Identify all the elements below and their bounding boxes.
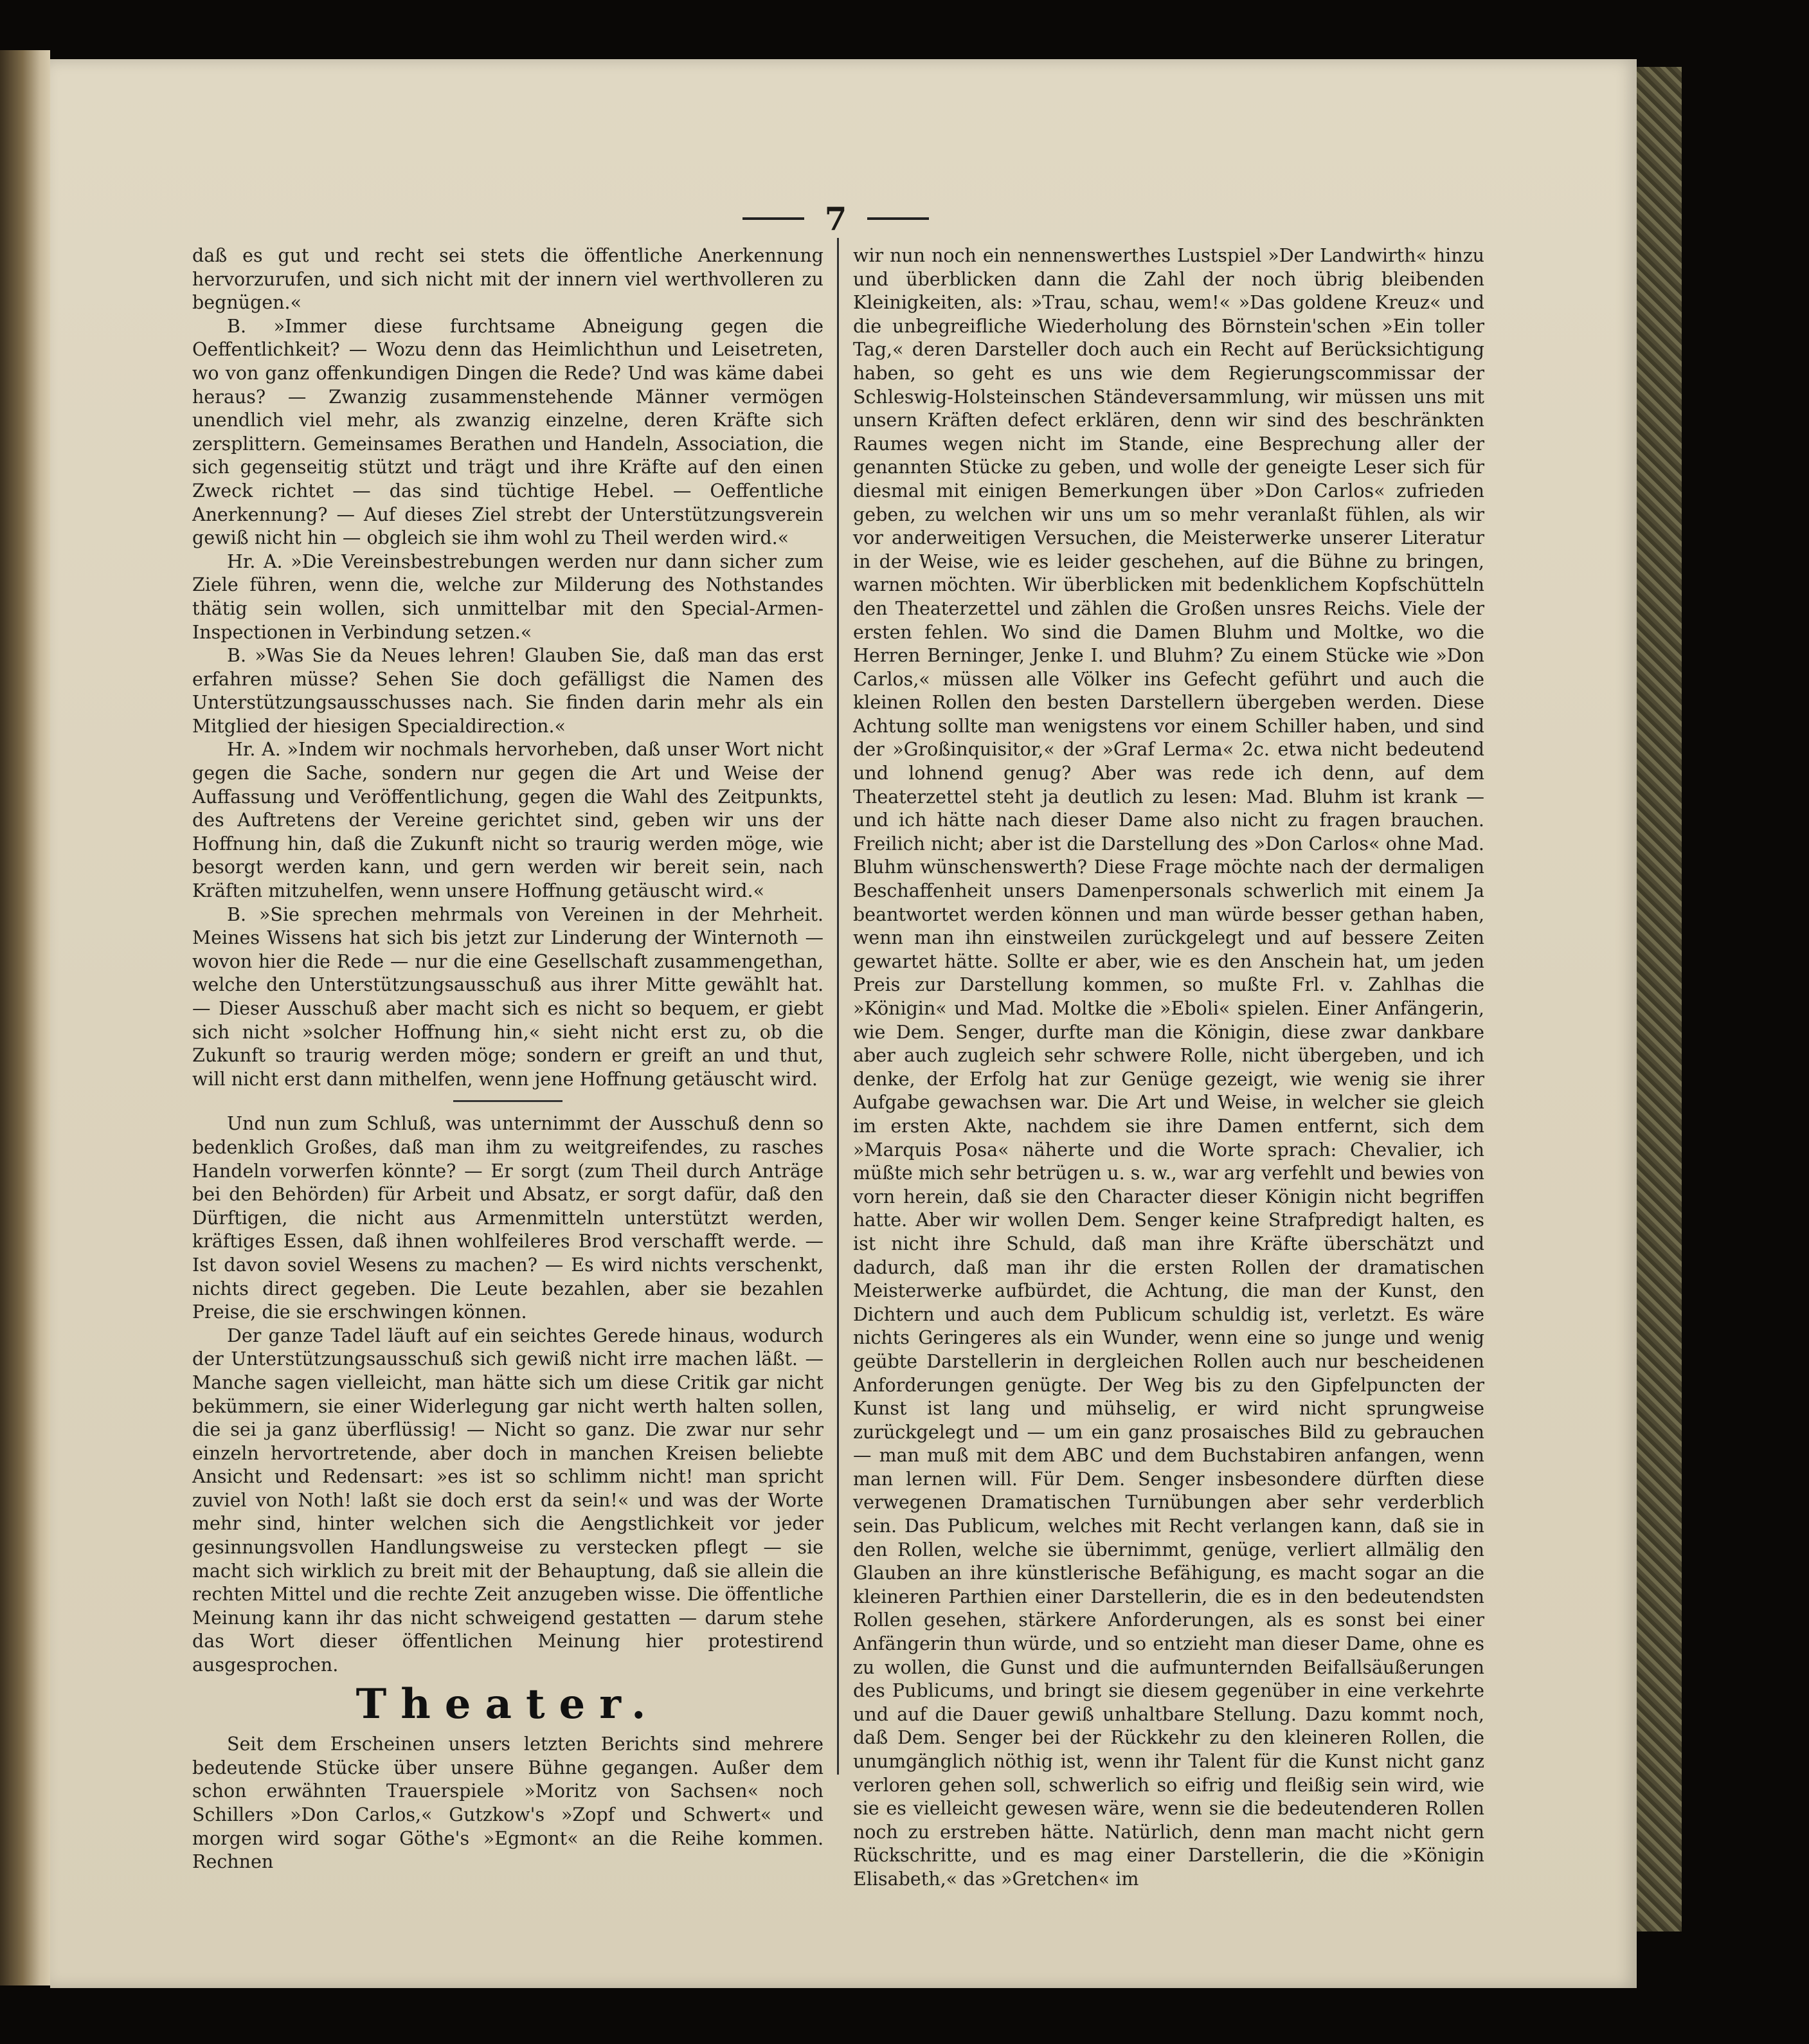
column-divider (837, 238, 839, 1775)
right-column (853, 244, 1484, 1892)
paragraph: Hr. A. »Die Vereinsbestrebungen werden nur dann sicher zum Ziele führen, wenn die, welche zur Milderung des Nothstandes thätig sein wollen, sich unmittelbar mit den Special-Armen-Inspectionen in Verbindung setzen.« (192, 550, 824, 643)
paragraph: Hr. A. »Indem wir nochmals hervorheben, daß unser Wort nicht gegen die Sache, sondern nur gegen die Art und Weise der Auffassung und Veröffentlichung, gegen die Wahl des Zeitpunkts, des Auftretens der Vereine gerichtet sind, geben wir uns der Hoffnung hin, daß die Zukunft nicht so traurig werden möge, wie besorgt werden kann, und gern werden wir bereit sein, nach Kräften mitzuhelfen, wenn unsere Hoffnung getäuscht wird.« (192, 739, 824, 902)
left-column (192, 244, 824, 1874)
left-dialogue-section (192, 244, 824, 1091)
theater-section (192, 1733, 824, 1874)
paragraph: B. »Immer diese furchtsame Abneigung gegen die Oeffentlichkeit? — Wozu denn das Heimlichthun und Leisetreten, wo von ganz offenkundigen Dingen die Rede? Und was käme dabei heraus? — Zwanzig zusammenstehende Männer vermögen unendlich viel mehr, als zwanzig einzelne, deren Kräfte sich zersplittern. Gemeinsames Berathen und Handeln, Association, die sich gegenseitig stützt und trägt und ihre Kräfte auf den einen Zweck richtet — das sind tüchtige Hebel. — Oeffentliche Anerkennung? — Auf dieses Ziel strebt der Unterstützungsverein gewiß nicht hin — obgleich sie ihm wohl zu Theil werden wird.« (192, 315, 824, 549)
paragraph: Der ganze Tadel läuft auf ein seichtes Gerede hinaus, wodurch der Unterstützungsausschuß sich gewiß nicht irre machen läßt. — Manche sagen vielleicht, man hätte sich um diese Critik gar nicht bekümmern, sie einer Widerlegung gar nicht werth halten sollen, die sei ja ganz überflüssig! — Nicht so ganz. Die zwar nur sehr einzeln hervortretende, aber doch in manchen Kreisen beliebte Ansicht und Redensart: »es ist so schlimm nicht! man spricht zuviel von Noth! laßt sie doch erst da sein!« und was der Worte mehr sind, hinter welchen sich die Aengstlichkeit vor jeder gesinnungsvollen Handlungsweise zu verstecken pflegt — sie macht sich wirklich zu breit mit der Behauptung, daß sie allein die rechten Mittel und die rechte Zeit anzugeben wisse. Die öffentliche Meinung kann ihr das nicht schweigend gestatten — darum stehe das Wort dieser öffentlichen Meinung hier protestirend ausgesprochen. (192, 1325, 824, 1676)
section-heading-theater: Theater. (356, 1679, 660, 1728)
page-number: 7 (824, 199, 847, 238)
page-header (726, 199, 945, 238)
book-binding-edge (0, 50, 50, 1985)
paragraph: Und nun zum Schluß, was unternimmt der Ausschuß denn so bedenklich Großes, daß man ihm zu weitgreifendes, zu rasches Handeln vorwerfen könnte? — Er sorgt (zum Theil durch Anträge bei den Behörden) für Arbeit und Absatz, er sorgt dafür, daß den Dürftigen, die nicht aus Armenmitteln unterstützt werden, kräftiges Essen, daß ihnen wohlfeileres Brod verschafft werde. — Ist davon soviel Wesens zu machen? — Es wird nichts verschenkt, nichts direct gegeben. Die Leute bezahlen, aber sie bezahlen Preise, die sie erschwingen können. (192, 1113, 824, 1323)
left-conclusion-section (192, 1112, 824, 1677)
paragraph: B. »Sie sprechen mehrmals von Vereinen in der Mehrheit. Meines Wissens hat sich bis jetzt zur Linderung der Winternoth — wovon hier die Rede — nur die eine Gesellschaft zusammengethan, welche den Unterstützungsausschuß aus ihrer Mitte gewählt hat. — Dieser Ausschuß aber macht sich es nicht so bequem, er giebt sich nicht »solcher Hoffnung hin,« sieht nicht erst zu, ob die Zukunft so traurig werden möge; sondern er greift an und thut, will nicht erst dann mithelfen, wenn jene Hoffnung getäuscht wird. (192, 903, 824, 1090)
section-separator-rule (453, 1100, 562, 1102)
paragraph: B. »Was Sie da Neues lehren! Glauben Sie, daß man das erst erfahren müsse? Sehen Sie doch gefälligst die Namen des Unterstützungsausschusses nach. Sie finden darin mehr als ein Mitglied der hiesigen Specialdirection.« (192, 645, 824, 737)
header-rule-right (867, 217, 929, 220)
header-rule-left (742, 217, 804, 220)
paragraph: Seit dem Erscheinen unsers letzten Berichts sind mehrere bedeutende Stücke über unsere Bühne gegangen. Außer dem schon erwähnten Trauerspiele »Moritz von Sachsen« noch Schillers »Don Carlos,« Gutzkow's »Zopf und Schwert« und morgen wird sogar Göthe's »Egmont« an die Reihe kommen. Rechnen (192, 1733, 824, 1873)
paragraph: daß es gut und recht sei stets die öffentliche Anerkennung hervorzurufen, und sich nicht mit der innern viel werthvolleren zu begnügen.« (192, 245, 824, 314)
marbled-cover-edge (1637, 67, 1682, 1931)
paragraph: wir nun noch ein nennenswerthes Lustspiel »Der Landwirth« hinzu und überblicken dann die Zahl der noch übrig bleibenden Kleinigkeiten, als: »Trau, schau, wem!« »Das goldene Kreuz« und die unbegreifliche Wiederholung des Börnstein'schen »Ein toller Tag,« deren Darsteller doch auch ein Recht auf Berücksichtigung haben, so geht es uns wie dem Regierungscommissar der Schleswig-Holsteinschen Ständeversammlung, wir müssen uns mit unsern Kräften defect erklären, denn wir sind des beschränkten Raumes wegen nicht im Stande, eine Besprechung aller der genannten Stücke zu geben, und wolle der geneigte Leser sich für diesmal mit einigen Bemerkungen über »Don Carlos« zufrieden geben, zu welchen wir uns um so mehr veranlaßt fühlen, als wir vor anderweitigen Versuchen, die Meisterwerke unserer Literatur in der Weise, wie es leider geschehen, auf die Bühne zu bringen, warnen möchten. Wir überblicken mit bedenklichem Kopfschütteln den Theaterzettel und zählen die Großen unsres Reichs. Viele der ersten fehlen. Wo sind die Damen Bluhm und Moltke, wo die Herren Berninger, Jenke I. und Bluhm? Zu einem Stücke wie »Don Carlos,« müssen alle Völker ins Gefecht geführt und auch die kleinen Rollen den besten Darstellern übergeben werden. Diese Achtung sollte man wenigstens vor einem Schiller haben, und sind der »Großinquisitor,« der »Graf Lerma« 2c. etwa nicht bedeutend und lohnend genug? Aber was rede ich denn, auf dem Theaterzettel steht ja deutlich zu lesen: Mad. Bluhm ist krank — und ich hätte nach dieser Dame also nicht zu fragen brauchen. Freilich nicht; aber ist die Darstellung des »Don Carlos« ohne Mad. Bluhm wünschenswerth? Diese Frage möchte nach der dermaligen Beschaffenheit unsers Damenpersonals schwerlich mit einem Ja beantwortet werden können und man würde besser gethan haben, wenn man ihn einstweilen zurückgelegt und auf bessere Zeiten gewartet hätte. Sollte er aber, wie es den Anschein hat, um jeden Preis zur Darstellung kommen, so mußte Frl. v. Zahlhas die »Königin« und Mad. Moltke die »Eboli« spielen. Einer Anfängerin, wie Dem. Senger, durfte man die Königin, diese zwar dankbare aber auch zugleich sehr schwere Rolle, nicht übergeben, und ich denke, der Erfolg hat zur Genüge gezeigt, wie wenig sie ihrer Aufgabe gewachsen war. Die Art und Weise, in welcher sie gleich im ersten Akte, nachdem sie ihre Damen entfernt, sich dem »Marquis Posa« näherte und die Worte sprach: Chevalier, ich müßte mich sehr betrügen u. s. w., war arg verfehlt und bewies von vorn herein, daß sie den Character dieser Königin nicht begriffen hatte. Aber wir wollen Dem. Senger keine Strafpredigt halten, es ist nicht ihre Schuld, daß man ihre Kräfte überschätzt und dadurch, daß man ihr die ersten Rollen der dramatischen Meisterwerke aufbürdet, die Achtung, die man der Kunst, den Dichtern und auch dem Publicum schuldig ist, verletzt. Es wäre nichts Geringeres als ein Wunder, wenn eine so junge und wenig geübte Darstellerin in dergleichen Rollen auch nur bescheidenen Anforderungen genügte. Der Weg bis zu den Gipfelpuncten der Kunst ist lang und mühselig, er wird nicht sprungweise zurückgelegt und — um ein ganz prosaisches Bild zu gebrauchen — man muß mit dem ABC und dem Buchstabiren anfangen, wenn man lernen will. Für Dem. Senger insbesondere dürften diese verwegenen Dramatischen Turnübungen aber sehr verderblich sein. Das Publicum, welches mit Recht verlangen kann, daß sie in den Rollen, welche sie übernimmt, genüge, verliert allmälig den Glauben an ihre künstlerische Befähigung, es macht sogar an die kleineren Parthien einer Darstellerin, die es in den bedeutendsten Rollen gesehen, stärkere Anforderungen, als es sonst bei einer Anfängerin thun würde, und so entzieht man dieser Dame, ohne es zu wollen, die Gunst und die aufmunternden Beifallsäußerungen des Publicums, und bringt sie diesem gegenüber in eine verkehrte und auf die Dauer gewiß unhaltbare Stellung. Dazu kommt noch, daß Dem. Senger bei der Rückkehr zu den kleineren Rollen, die unumgänglich nöthig ist, wenn ihr Talent für die Kunst nicht ganz verloren gehen soll, schwerlich so eifrig und fleißig sein wird, wie sie es vielleicht gewesen wäre, wenn sie die bedeutenderen Rollen noch zu erstreben hätte. Natürlich, denn man macht nicht gern Rückschritte, und es mag einer Darstellerin, die die »Königin Elisabeth,« das »Gretchen« im (853, 245, 1484, 1890)
